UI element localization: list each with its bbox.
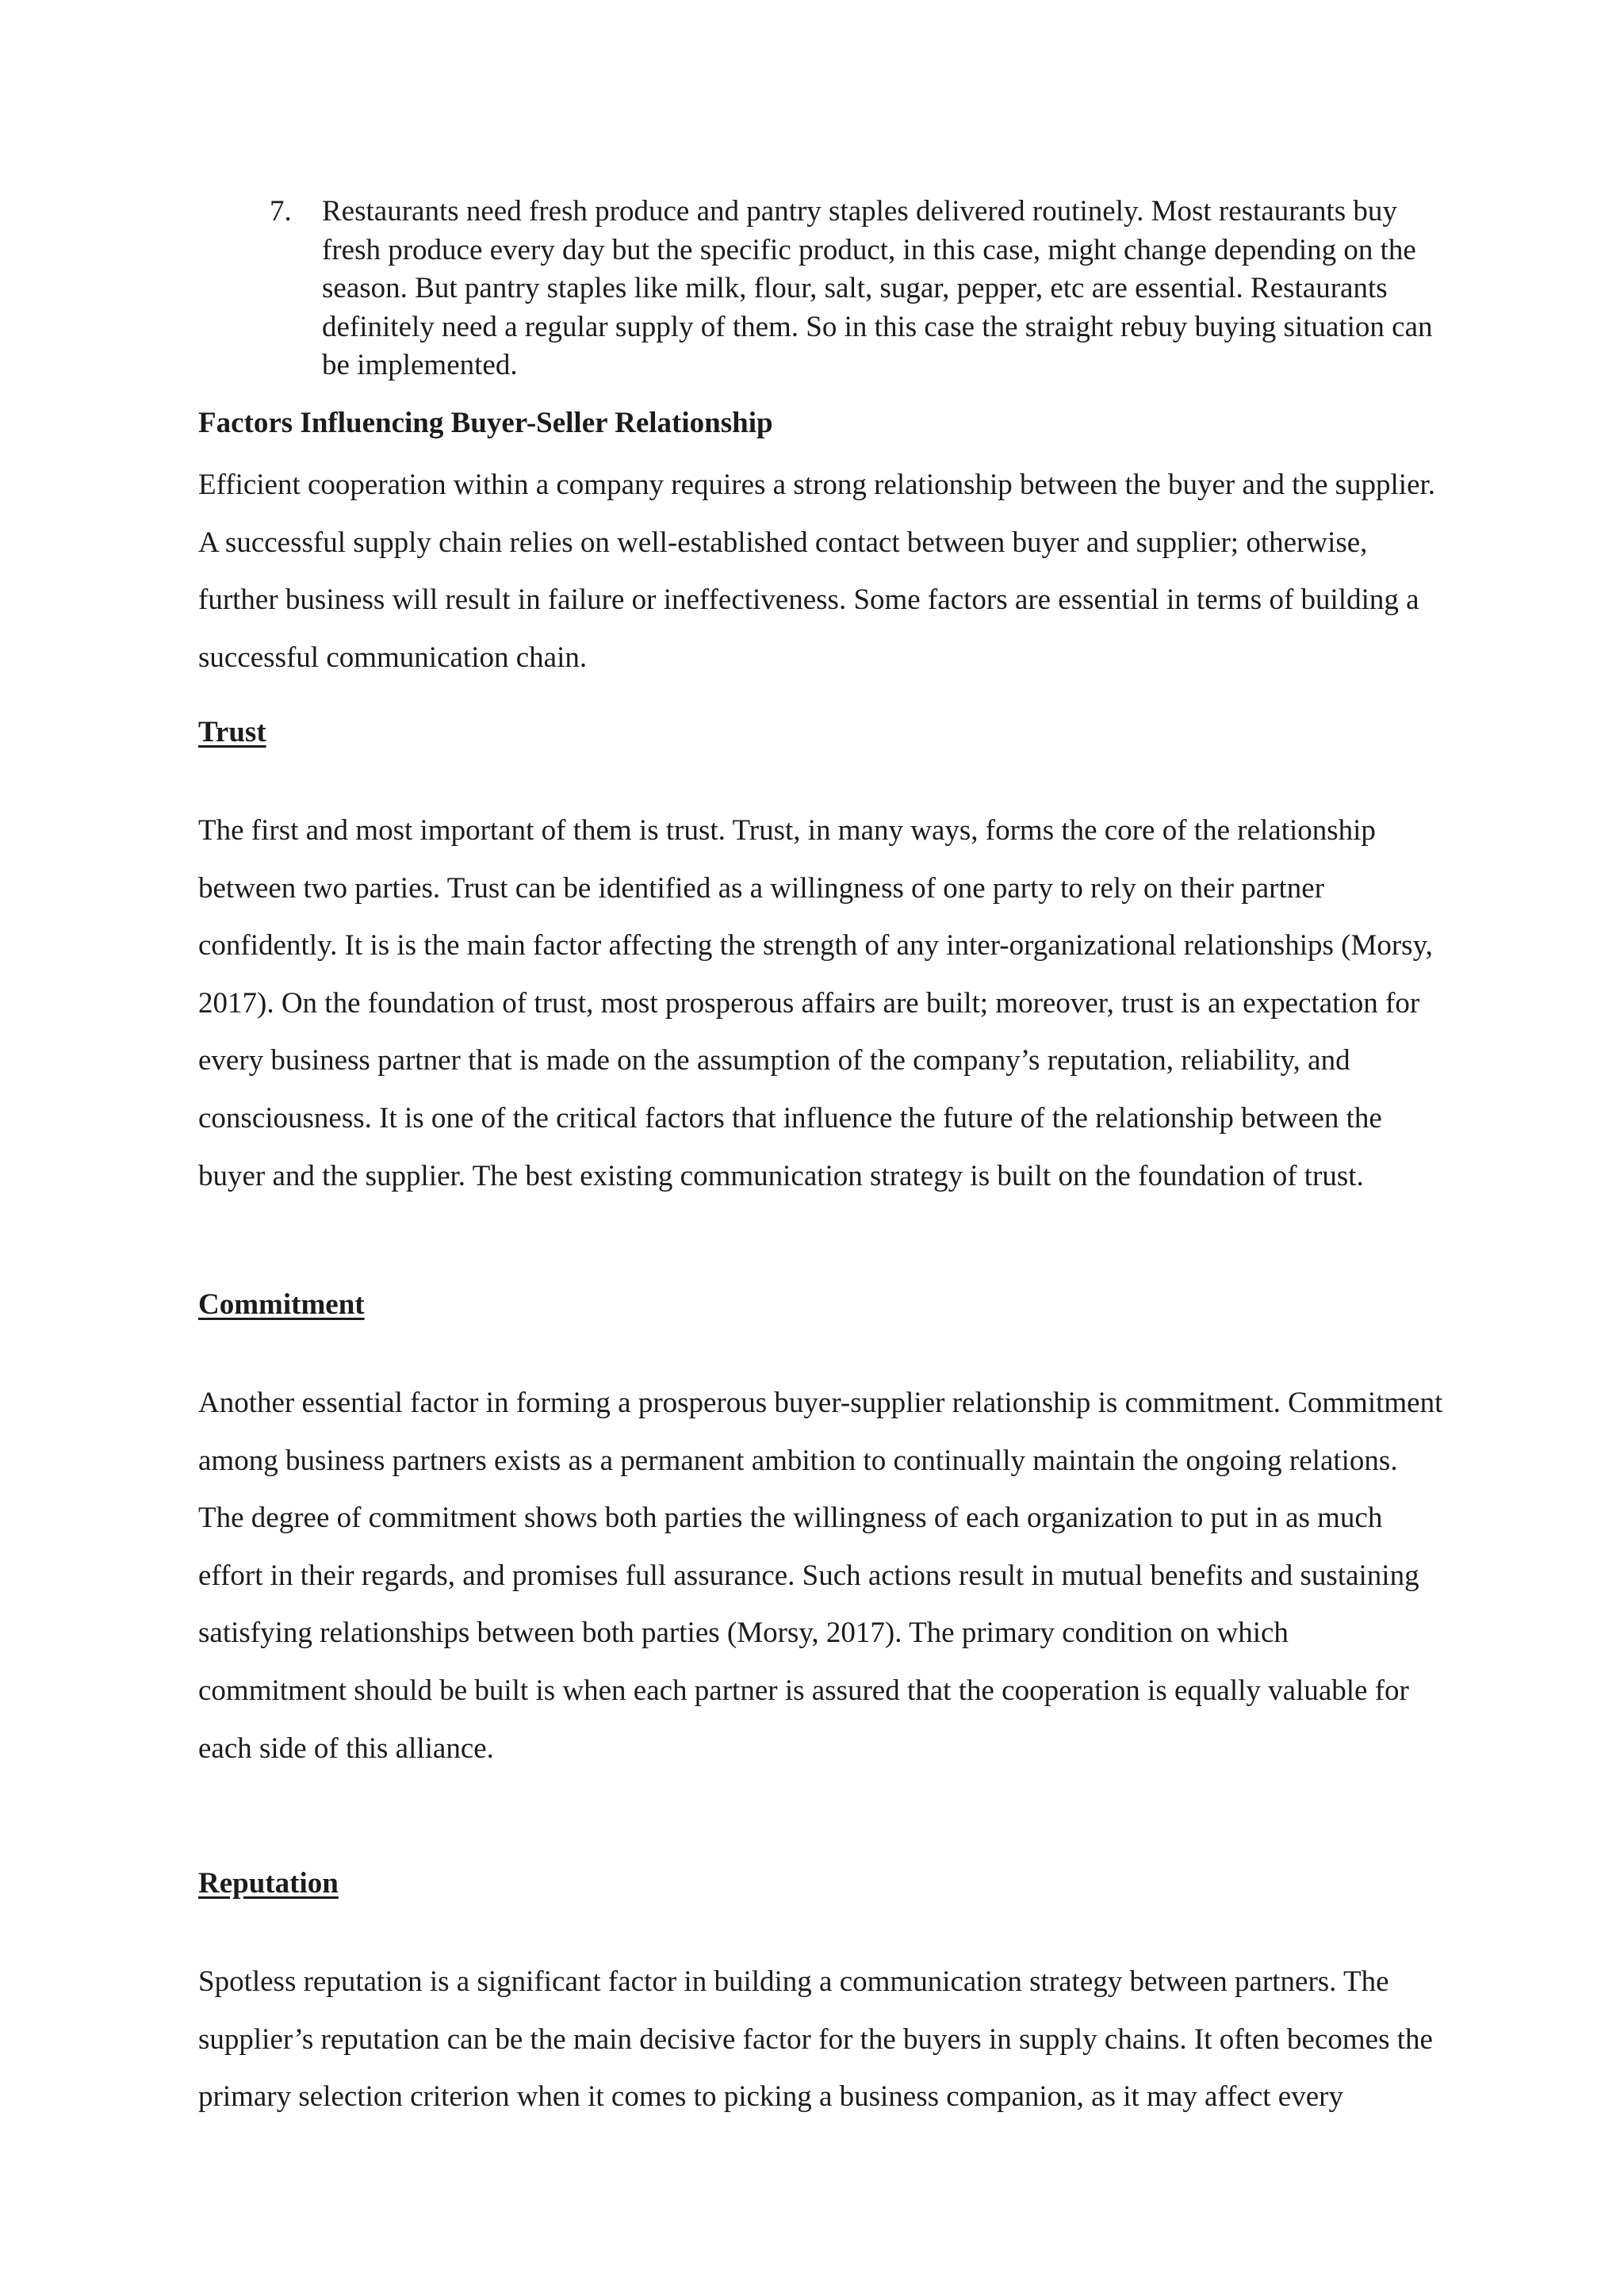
commitment-paragraph-block (198, 1375, 1443, 1777)
trust-heading: Trust (198, 716, 266, 748)
reputation-heading-block (198, 1865, 1443, 1903)
section-title-text: Factors Influencing Buyer-Seller Relationship (198, 407, 773, 439)
trust-paragraph-block (198, 802, 1443, 1205)
intro-paragraph-block (198, 457, 1443, 687)
reputation-heading: Reputation (198, 1867, 339, 1900)
reputation-paragraph-block (198, 1954, 1443, 2126)
list-item-number: 7. (270, 195, 292, 228)
section-title (198, 404, 1443, 442)
commitment-heading-block (198, 1286, 1443, 1324)
numbered-list (270, 193, 1443, 385)
commitment-paragraph: Another essential factor in forming a prosperous buyer-supplier relationship is commitment. Commitment among business partners exists as a permanent ambition to continually maintain the ongoing relations. The degree of commitment shows both parties the willingness of each organization to put in as much effort in their regards, and promises full assurance. Such actions result in mutual benefits and sustaining satisfying relationships between both parties (Morsy, 2017). The primary condition on which commitment should be built is when each partner is assured that the cooperation is equally valuable for each side of this alliance. (198, 1387, 1443, 1765)
trust-paragraph: The first and most important of them is trust. Trust, in many ways, forms the core of the relationship between two parties. Trust can be identified as a willingness of one party to rely on their partner confidently. It is is the main factor affecting the strength of any inter-organizational relationships (Morsy, 2017). On the foundation of trust, most prosperous affairs are built; moreover, trust is an expectation for every business partner that is made on the assumption of the company’s reputation, reliability, and consciousness. It is one of the critical factors that influence the future of the relationship between the buyer and the supplier. The best existing communication strategy is built on the foundation of trust. (198, 814, 1433, 1192)
list-item-text: Restaurants need fresh produce and pantry staples delivered routinely. Most restaurants buy fresh produce every day but the specific product, in this case, might change depending on the season. But pantry staples like milk, flour, salt, sugar, pepper, etc are essential. Restaurants definitely need a regular supply of them. So in this case the straight rebuy buying situation can be implemented. (322, 195, 1433, 381)
commitment-heading: Commitment (198, 1288, 365, 1321)
list-item (270, 193, 1443, 385)
trust-heading-block (198, 714, 1443, 752)
intro-paragraph: Efficient cooperation within a company requires a strong relationship between the buyer and the supplier. A successful supply chain relies on well-established contact between buyer and supplier; otherwise, further business will result in failure or ineffectiveness. Some factors are essential in terms of building a successful communication chain. (198, 469, 1436, 674)
reputation-paragraph: Spotless reputation is a significant factor in building a communication strategy between partners. The supplier’s reputation can be the main decisive factor for the buyers in supply chains. It often becomes the primary selection criterion when it comes to picking a business companion, as it may affect every (198, 1965, 1433, 2114)
